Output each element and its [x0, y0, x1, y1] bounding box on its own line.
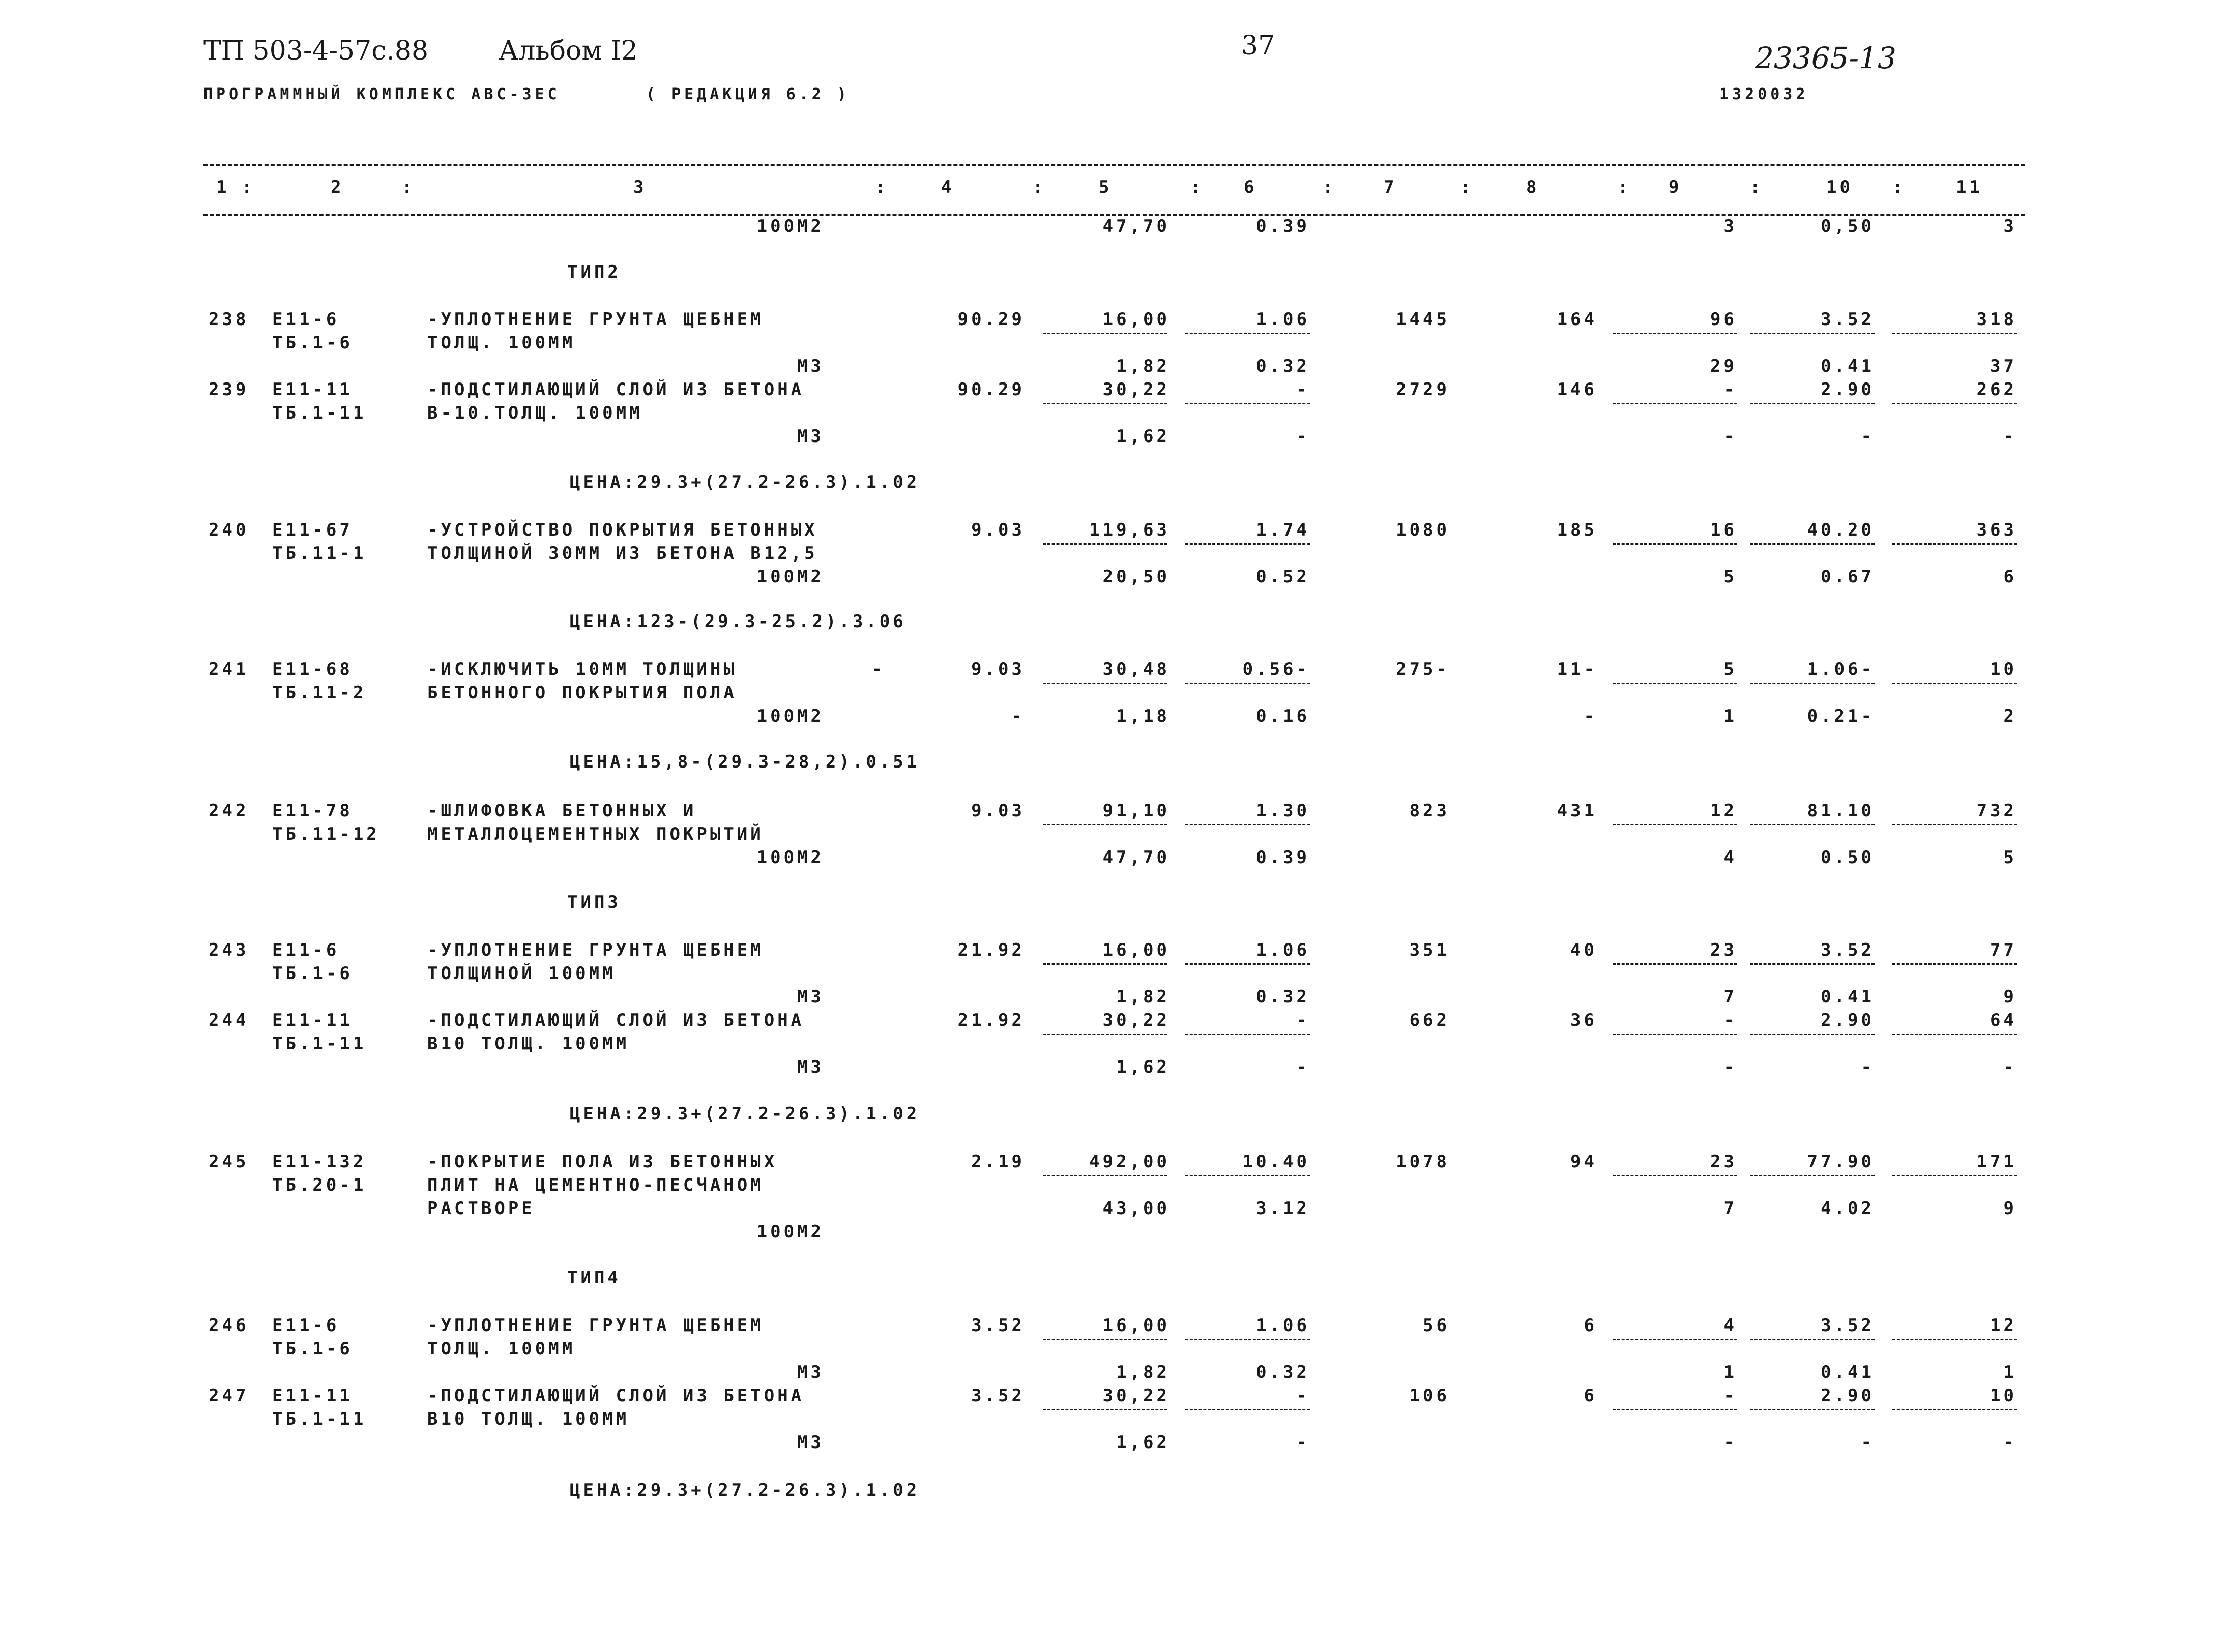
price-formula: ЦЕНА:29.3+(27.2-26.3).1.02 — [570, 1104, 920, 1124]
cell-c9: 7 — [1723, 987, 1737, 1007]
cell-c9: - — [1723, 426, 1737, 447]
subtotal-rule — [1043, 543, 1167, 545]
cell-c7: 2729 — [1396, 379, 1450, 400]
cell-c2: ТБ.11-12 — [272, 824, 380, 844]
cell-c9: 12 — [1710, 801, 1737, 821]
cell-c2: ТБ.1-11 — [272, 1034, 367, 1054]
subtotal-rule — [1185, 1034, 1310, 1035]
subtotal-rule — [1750, 683, 1875, 684]
cell-c10: 2.90 — [1821, 379, 1875, 400]
cell-c3u: МЗ — [797, 1362, 824, 1382]
cell-c5: 1,18 — [1116, 706, 1170, 726]
subtotal-rule — [1043, 1409, 1167, 1410]
cell-c9: 5 — [1723, 567, 1737, 587]
cell-c3: -ПОДСТИЛАЮЩИЙ СЛОЙ ИЗ БЕТОНА — [427, 379, 805, 400]
cell-c6: 0.32 — [1256, 987, 1310, 1007]
subtotal-rule — [1613, 824, 1737, 825]
cell-c6: - — [1296, 379, 1310, 400]
subtotal-rule — [1185, 403, 1310, 404]
cell-c2: Е11-6 — [272, 1315, 340, 1336]
cell-c9: - — [1723, 1057, 1737, 1077]
cell-c3: -УПЛОТНЕНИЕ ГРУНТА ЩЕБНЕМ — [427, 940, 764, 960]
cell-c5: 43,00 — [1102, 1198, 1170, 1219]
column-separator: : — [1460, 177, 1474, 197]
column-separator: : — [1033, 177, 1046, 197]
subtotal-rule — [1185, 683, 1310, 684]
cell-c10: 1.06- — [1807, 659, 1875, 680]
price-formula: ЦЕНА:15,8-(29.3-28,2).0.51 — [570, 752, 920, 772]
cell-c10: - — [1861, 426, 1875, 447]
column-header-6: 6 — [1244, 177, 1257, 197]
cell-c5: 1,62 — [1116, 1057, 1170, 1077]
cell-c7: 823 — [1409, 801, 1450, 821]
cell-c3: ПЛИТ НА ЦЕМЕНТНО-ПЕСЧАНОМ — [427, 1175, 764, 1195]
price-formula: ЦЕНА:29.3+(27.2-26.3).1.02 — [570, 472, 920, 492]
cell-c5: 1,62 — [1116, 1432, 1170, 1453]
cell-c5: 119,63 — [1089, 520, 1170, 540]
cell-c1: 242 — [209, 801, 249, 821]
column-header-5: 5 — [1099, 177, 1113, 197]
cell-c3: -ПОКРЫТИЕ ПОЛА ИЗ БЕТОННЫХ — [427, 1152, 778, 1172]
cell-c2: ТБ.1-6 — [272, 333, 353, 353]
cell-c8: 6 — [1584, 1315, 1597, 1336]
program-title: ПРОГРАММНЫЙ КОМПЛЕКС АВС-ЗЕС — [203, 85, 561, 103]
cell-c10: 4.02 — [1821, 1198, 1875, 1219]
cell-c3u: МЗ — [797, 1057, 824, 1077]
cell-c11: 64 — [1990, 1010, 2017, 1030]
document-code: 1320032 — [1719, 85, 1809, 103]
column-separator: : — [1190, 177, 1204, 197]
cell-c10: 3.52 — [1821, 940, 1875, 960]
subtotal-rule — [1892, 824, 2017, 825]
cell-c7: 662 — [1409, 1010, 1450, 1030]
column-separator: : — [1750, 177, 1764, 197]
cell-c5: 30,22 — [1102, 1385, 1170, 1406]
cell-c10: 3.52 — [1821, 309, 1875, 330]
cell-c5: 492,00 — [1089, 1152, 1170, 1172]
cell-c6: - — [1296, 1057, 1310, 1077]
subtotal-rule — [1613, 543, 1737, 545]
cell-c11: 37 — [1990, 356, 2017, 376]
cell-c4: 3.52 — [971, 1385, 1025, 1406]
subtotal-rule — [1185, 333, 1310, 334]
cell-c11: 318 — [1976, 309, 2017, 330]
cell-c6: 0.32 — [1256, 356, 1310, 376]
cell-c6: 1.30 — [1256, 801, 1310, 821]
subtotal-rule — [1043, 683, 1167, 684]
cell-c3: ТОЛЩИНОЙ 30ММ ИЗ БЕТОНА В12,5 — [427, 543, 818, 564]
cell-c2: Е11-78 — [272, 801, 353, 821]
cell-c11: 9 — [2003, 1198, 2017, 1219]
column-header-8: 8 — [1526, 177, 1540, 197]
cell-c8: 431 — [1557, 801, 1597, 821]
cell-c6: 0.16 — [1256, 706, 1310, 726]
cell-c11: 262 — [1976, 379, 2017, 400]
cell-c9: 5 — [1723, 659, 1737, 680]
cell-c3: -ПОДСТИЛАЮЩИЙ СЛОЙ ИЗ БЕТОНА — [427, 1385, 805, 1406]
cell-c8: 146 — [1557, 379, 1597, 400]
cell-c6: 0.56- — [1242, 659, 1310, 680]
cell-c3: ТОЛЩИНОЙ 100ММ — [427, 963, 616, 984]
cell-c3: -УПЛОТНЕНИЕ ГРУНТА ЩЕБНЕМ — [427, 1315, 764, 1336]
subtotal-rule — [1185, 963, 1310, 965]
cell-c7: 1080 — [1396, 520, 1450, 540]
column-header-2: 2 — [331, 177, 344, 197]
cell-c7: 351 — [1409, 940, 1450, 960]
cell-c4: 90.29 — [957, 309, 1025, 330]
cell-c11: 6 — [2003, 567, 2017, 587]
cell-c2: Е11-11 — [272, 379, 353, 400]
cell-c10: - — [1861, 1057, 1875, 1077]
cell-c10: 0.41 — [1821, 1362, 1875, 1382]
cell-c1: 244 — [209, 1010, 249, 1030]
subtotal-rule — [1613, 1409, 1737, 1410]
cell-c5: 47,70 — [1102, 847, 1170, 868]
subtotal-rule — [1892, 543, 2017, 545]
cell-c5: 16,00 — [1102, 940, 1170, 960]
cell-c2: Е11-11 — [272, 1385, 353, 1406]
subtotal-rule — [1613, 1034, 1737, 1035]
cell-c9: 23 — [1710, 940, 1737, 960]
cell-c11: 171 — [1976, 1152, 2017, 1172]
cell-c3: БЕТОННОГО ПОКРЫТИЯ ПОЛА — [427, 683, 737, 703]
price-formula: ЦЕНА:29.3+(27.2-26.3).1.02 — [570, 1480, 920, 1500]
cell-c8: 94 — [1570, 1152, 1597, 1172]
cell-c7: 106 — [1409, 1385, 1450, 1406]
cell-c2: Е11-132 — [272, 1152, 367, 1172]
subtotal-rule — [1185, 543, 1310, 545]
subtotal-rule — [1892, 1339, 2017, 1340]
cell-c3: ТОЛЩ. 100ММ — [427, 333, 576, 353]
cell-c1: 240 — [209, 520, 249, 540]
cell-c6: 1.06 — [1256, 1315, 1310, 1336]
cell-c8: 40 — [1570, 940, 1597, 960]
subtotal-rule — [1043, 824, 1167, 825]
column-header-9: 9 — [1669, 177, 1682, 197]
subtotal-rule — [1613, 683, 1737, 684]
cell-c4: 21.92 — [957, 1010, 1025, 1030]
subtotal-rule — [1185, 1409, 1310, 1410]
cell-c11: - — [2003, 1432, 2017, 1453]
subtotal-rule — [1185, 1339, 1310, 1340]
cell-c11: 5 — [2003, 847, 2017, 868]
cell-c3: РАСТВОРЕ — [427, 1198, 535, 1219]
cell-c3u: 100М2 — [756, 216, 824, 237]
cell-c2: Е11-67 — [272, 520, 353, 540]
cell-c11: 77 — [1990, 940, 2017, 960]
cell-c3: -ИСКЛЮЧИТЬ 10ММ ТОЛЩИНЫ - — [427, 659, 885, 680]
cell-c5: 1,82 — [1116, 1362, 1170, 1382]
cell-c8: 6 — [1584, 1385, 1597, 1406]
subtotal-rule — [1750, 824, 1875, 825]
cell-c4: 9.03 — [971, 659, 1025, 680]
subtotal-rule — [1043, 1034, 1167, 1035]
cell-c3u: 100М2 — [756, 567, 824, 587]
cell-c8: 36 — [1570, 1010, 1597, 1030]
cell-c10: 81.10 — [1807, 801, 1875, 821]
cell-c5: 30,22 — [1102, 379, 1170, 400]
cell-c6: 1.74 — [1256, 520, 1310, 540]
cell-c11: 9 — [2003, 987, 2017, 1007]
cell-c9: 16 — [1710, 520, 1737, 540]
cell-c2: Е11-68 — [272, 659, 353, 680]
cell-c9: 1 — [1723, 1362, 1737, 1382]
cell-c9: 96 — [1710, 309, 1737, 330]
cell-c5: 1,62 — [1116, 426, 1170, 447]
cell-c2: ТБ.1-11 — [272, 1409, 367, 1429]
cell-c1: 245 — [209, 1152, 249, 1172]
cell-c3: МЕТАЛЛОЦЕМЕНТНЫХ ПОКРЫТИЙ — [427, 824, 764, 844]
cell-c8: 164 — [1557, 309, 1597, 330]
cell-c10: 0,50 — [1821, 216, 1875, 237]
cell-c3: -УПЛОТНЕНИЕ ГРУНТА ЩЕБНЕМ — [427, 309, 764, 330]
cell-c4: 21.92 — [957, 940, 1025, 960]
subtotal-rule — [1892, 403, 2017, 404]
cell-c7: 275- — [1396, 659, 1450, 680]
cell-c2: Е11-6 — [272, 309, 340, 330]
cell-c3: В10 ТОЛЩ. 100ММ — [427, 1034, 630, 1054]
cell-c9: 29 — [1710, 356, 1737, 376]
column-separator: : — [1618, 177, 1631, 197]
subtotal-rule — [1613, 1339, 1737, 1340]
subtotal-rule — [1185, 1175, 1310, 1176]
album-label: Альбом I2 — [499, 36, 638, 66]
cell-c3u: МЗ — [797, 426, 824, 447]
cell-c11: 12 — [1990, 1315, 2017, 1336]
column-separator: : — [1892, 177, 1906, 197]
cell-c5: 91,10 — [1102, 801, 1170, 821]
edition-label: ( РЕДАКЦИЯ 6.2 ) — [646, 85, 850, 103]
subtotal-rule — [1043, 403, 1167, 404]
cell-c9: - — [1723, 1385, 1737, 1406]
subtotal-rule — [1892, 683, 2017, 684]
cell-c4: 90.29 — [957, 379, 1025, 400]
subtotal-rule — [1043, 1175, 1167, 1176]
cell-c10: 3.52 — [1821, 1315, 1875, 1336]
subtotal-rule — [1185, 824, 1310, 825]
cell-c11: - — [2003, 426, 2017, 447]
cell-c1: 239 — [209, 379, 249, 400]
cell-c8: - — [1584, 706, 1597, 726]
cell-c11: 10 — [1990, 1385, 2017, 1406]
cell-c3: -УСТРОЙСТВО ПОКРЫТИЯ БЕТОННЫХ — [427, 520, 818, 540]
column-separator: : — [242, 177, 255, 197]
cell-c9: 3 — [1723, 216, 1737, 237]
cell-c9: - — [1723, 379, 1737, 400]
cell-c5: 16,00 — [1102, 309, 1170, 330]
subtotal-rule — [1750, 1339, 1875, 1340]
cell-c11: 10 — [1990, 659, 2017, 680]
cell-c1: 246 — [209, 1315, 249, 1336]
column-header-7: 7 — [1384, 177, 1397, 197]
cell-c7: 56 — [1423, 1315, 1450, 1336]
cell-c5: 30,22 — [1102, 1010, 1170, 1030]
cell-c6: 1.06 — [1256, 309, 1310, 330]
cell-c10: 0.50 — [1821, 847, 1875, 868]
cell-c1: 238 — [209, 309, 249, 330]
cell-c4: - — [1011, 706, 1025, 726]
subtotal-rule — [1750, 1175, 1875, 1176]
cell-c6: 3.12 — [1256, 1198, 1310, 1219]
cell-c2: Е11-11 — [272, 1010, 353, 1030]
subtotal-rule — [1613, 963, 1737, 965]
cell-c3u: 100М2 — [756, 1222, 824, 1242]
cell-c6: 0.39 — [1256, 216, 1310, 237]
cell-c1: 247 — [209, 1385, 249, 1406]
cell-c11: 1 — [2003, 1362, 2017, 1382]
column-header-1: 1 — [216, 177, 230, 197]
cell-c8: 11- — [1557, 659, 1597, 680]
subtotal-rule — [1750, 1409, 1875, 1410]
cell-c4: 2.19 — [971, 1152, 1025, 1172]
cell-c6: 0.32 — [1256, 1362, 1310, 1382]
cell-c6: - — [1296, 1385, 1310, 1406]
cell-c5: 20,50 — [1102, 567, 1170, 587]
cell-c2: ТБ.20-1 — [272, 1175, 367, 1195]
column-header-4: 4 — [941, 177, 955, 197]
cell-c11: 732 — [1976, 801, 2017, 821]
cell-c5: 47,70 — [1102, 216, 1170, 237]
subtotal-rule — [1613, 1175, 1737, 1176]
cell-c4: 3.52 — [971, 1315, 1025, 1336]
subtotal-rule — [1043, 963, 1167, 965]
cell-c9: 7 — [1723, 1198, 1737, 1219]
column-separator: : — [875, 177, 889, 197]
cell-c9: 4 — [1723, 847, 1737, 868]
cell-c2: Е11-6 — [272, 940, 340, 960]
subtotal-rule — [1750, 1034, 1875, 1035]
cell-c10: 40.20 — [1807, 520, 1875, 540]
cell-c10: 0.41 — [1821, 356, 1875, 376]
subtotal-rule — [1043, 333, 1167, 334]
doc-code: ТП 503-4-57с.88 — [203, 36, 429, 66]
cell-c9: 1 — [1723, 706, 1737, 726]
cell-c6: 1.06 — [1256, 940, 1310, 960]
section-title: ТИП2 — [567, 262, 621, 282]
cell-c10: 2.90 — [1821, 1010, 1875, 1030]
cell-c3: ТОЛЩ. 100ММ — [427, 1339, 576, 1359]
cell-c2: ТБ.1-6 — [272, 1339, 353, 1359]
cell-c9: 4 — [1723, 1315, 1737, 1336]
cell-c2: ТБ.11-1 — [272, 543, 367, 564]
cell-c11: 2 — [2003, 706, 2017, 726]
column-header-10: 10 — [1826, 177, 1853, 197]
cell-c10: 2.90 — [1821, 1385, 1875, 1406]
cell-c5: 30,48 — [1102, 659, 1170, 680]
cell-c2: ТБ.1-11 — [272, 403, 367, 423]
cell-c6: - — [1296, 426, 1310, 447]
subtotal-rule — [1750, 543, 1875, 545]
column-separator: : — [402, 177, 416, 197]
cell-c3u: 100М2 — [756, 847, 824, 868]
cell-c6: 0.52 — [1256, 567, 1310, 587]
cell-c2: ТБ.1-6 — [272, 963, 353, 984]
subtotal-rule — [1613, 333, 1737, 334]
column-header-3: 3 — [633, 177, 647, 197]
cell-c5: 1,82 — [1116, 987, 1170, 1007]
section-title: ТИП3 — [567, 892, 621, 912]
subtotal-rule — [1892, 333, 2017, 334]
cell-c9: 23 — [1710, 1152, 1737, 1172]
cell-c1: 243 — [209, 940, 249, 960]
subtotal-rule — [1892, 963, 2017, 965]
subtotal-rule — [1892, 1409, 2017, 1410]
cell-c11: - — [2003, 1057, 2017, 1077]
cell-c6: 10.40 — [1242, 1152, 1310, 1172]
cell-c10: 0.67 — [1821, 567, 1875, 587]
subtotal-rule — [1892, 1175, 2017, 1176]
cell-c3u: МЗ — [797, 1432, 824, 1453]
cell-c7: 1078 — [1396, 1152, 1450, 1172]
cell-c4: 9.03 — [971, 520, 1025, 540]
subtotal-rule — [1892, 1034, 2017, 1035]
cell-c3: В-10.ТОЛЩ. 100ММ — [427, 403, 643, 423]
section-title: ТИП4 — [567, 1267, 621, 1288]
cell-c10: 0.41 — [1821, 987, 1875, 1007]
cell-c6: - — [1296, 1432, 1310, 1453]
cell-c4: 9.03 — [971, 801, 1025, 821]
column-header-11: 11 — [1956, 177, 1983, 197]
cell-c2: ТБ.11-2 — [272, 683, 367, 703]
handwritten-reference: 23365-13 — [1755, 41, 1896, 75]
cell-c6: 0.39 — [1256, 847, 1310, 868]
subtotal-rule — [1750, 333, 1875, 334]
cell-c10: 0.21- — [1807, 706, 1875, 726]
cell-c9: - — [1723, 1432, 1737, 1453]
cell-c9: - — [1723, 1010, 1737, 1030]
cell-c5: 1,82 — [1116, 356, 1170, 376]
cell-c11: 3 — [2003, 216, 2017, 237]
column-separator: : — [1323, 177, 1336, 197]
cell-c5: 16,00 — [1102, 1315, 1170, 1336]
cell-c1: 241 — [209, 659, 249, 680]
cell-c3: -ПОДСТИЛАЮЩИЙ СЛОЙ ИЗ БЕТОНА — [427, 1010, 805, 1030]
price-formula: ЦЕНА:123-(29.3-25.2).3.06 — [570, 611, 906, 632]
cell-c3: -ШЛИФОВКА БЕТОННЫХ И — [427, 801, 697, 821]
subtotal-rule — [1613, 403, 1737, 404]
cell-c6: - — [1296, 1010, 1310, 1030]
cell-c7: 1445 — [1396, 309, 1450, 330]
subtotal-rule — [1750, 403, 1875, 404]
cell-c10: - — [1861, 1432, 1875, 1453]
cell-c3u: 100М2 — [756, 706, 824, 726]
cell-c8: 185 — [1557, 520, 1597, 540]
cell-c3: В10 ТОЛЩ. 100ММ — [427, 1409, 630, 1429]
cell-c10: 77.90 — [1807, 1152, 1875, 1172]
page-number: 37 — [1241, 31, 1275, 61]
cell-c3u: МЗ — [797, 987, 824, 1007]
subtotal-rule — [1043, 1339, 1167, 1340]
cell-c11: 363 — [1976, 520, 2017, 540]
subtotal-rule — [1750, 963, 1875, 965]
cell-c3u: МЗ — [797, 356, 824, 376]
